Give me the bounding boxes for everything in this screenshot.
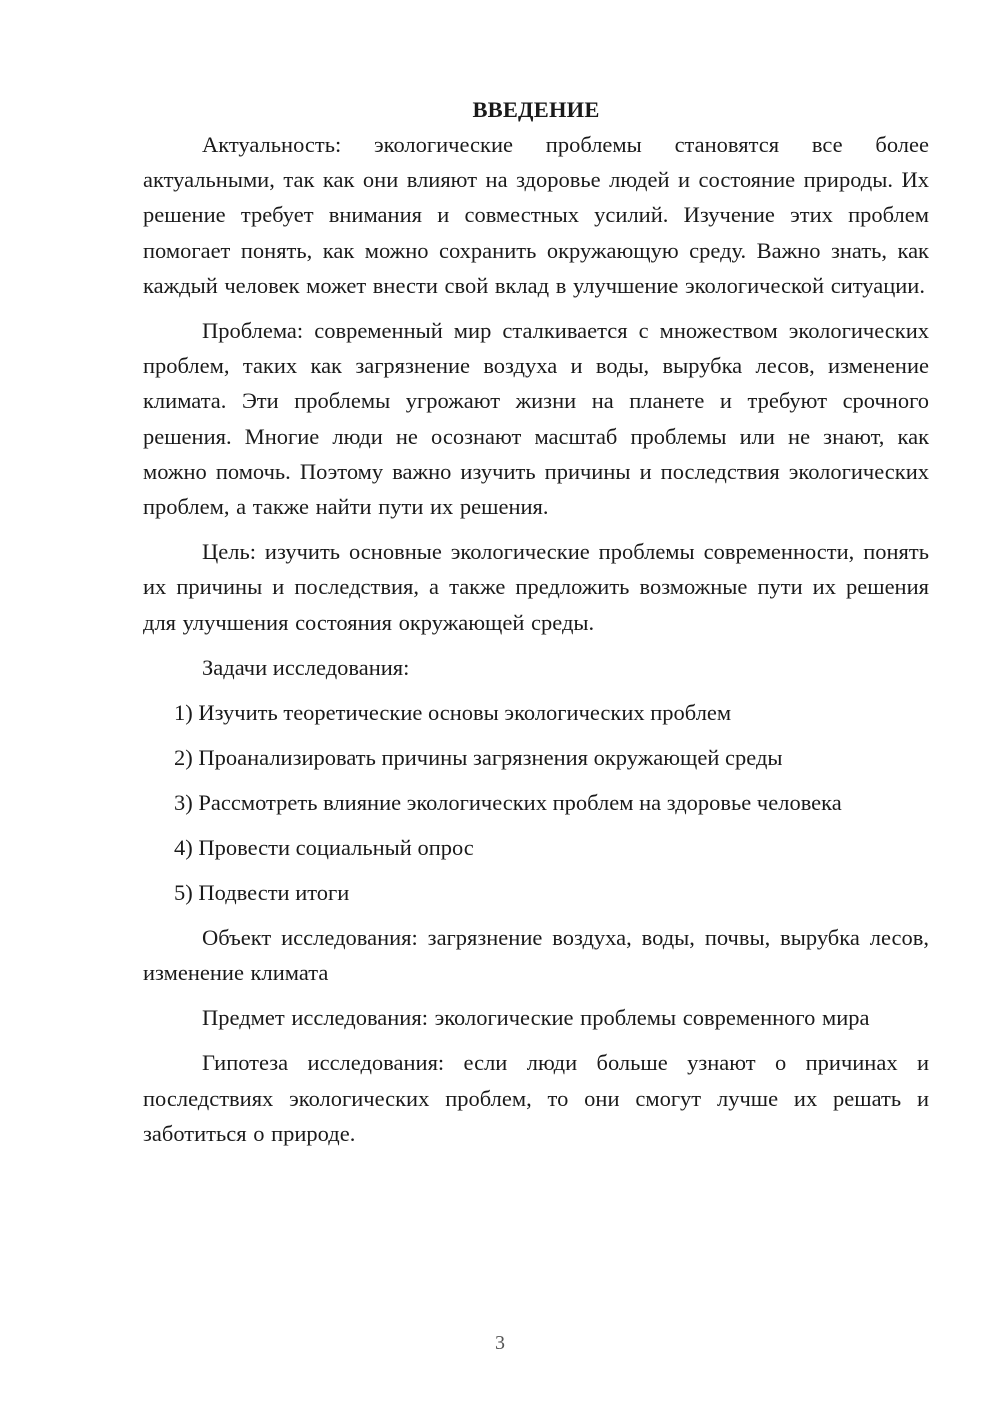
problem-paragraph: Проблема: современный мир сталкивается с множеством экологических проблем, таких как загрязнение воздуха и воды, вырубка лесов, изменение климата. Эти проблемы угрожают жизни на планете и требуют срочного решения. Многие люди не осознают масштаб проблемы или не знают, как можно помочь. Поэтому важно изучить причины и последствия экологических проблем, а также найти пути их решения.	[143, 318, 929, 520]
hypothesis-paragraph: Гипотеза исследования: если люди больше узнают о причинах и последствиях экологических проблем, то они смогут лучше их решать и заботиться о природе.	[143, 1050, 929, 1146]
document-page	[143, 92, 929, 1161]
list-item: 1) Изучить теоретические основы экологических проблем	[174, 699, 732, 725]
page-title: ВВЕДЕНИЕ	[472, 97, 600, 122]
list-item: 3) Рассмотреть влияние экологических проблем на здоровье человека	[174, 789, 842, 815]
goal-paragraph: Цель: изучить основные экологические проблемы современности, понять их причины и последствия, а также предложить возможные пути их решения для улучшения состояния окружающей среды.	[143, 539, 929, 635]
subject-paragraph: Предмет исследования: экологические проблемы современного мира	[202, 1005, 870, 1031]
tasks-heading: Задачи исследования:	[202, 654, 410, 680]
object-paragraph: Объект исследования: загрязнение воздуха, воды, почвы, вырубка лесов, изменение климата	[143, 924, 929, 986]
list-item: 5) Подвести итоги	[174, 879, 350, 905]
tasks-list	[143, 650, 929, 910]
list-item: 2) Проанализировать причины загрязнения окружающей среды	[174, 744, 783, 770]
list-item: 4) Провести социальный опрос	[174, 834, 474, 860]
relevance-paragraph: Актуальность: экологические проблемы становятся все более актуальными, так как они влияют на здоровье людей и состояние природы. Их решение требует внимания и совместных усилий. Изучение этих проблем помогает понять, как можно сохранить окружающую среду. Важно знать, как каждый человек может внести свой вклад в улучшение экологической ситуации.	[143, 132, 929, 298]
page-number: 3	[495, 1332, 505, 1354]
